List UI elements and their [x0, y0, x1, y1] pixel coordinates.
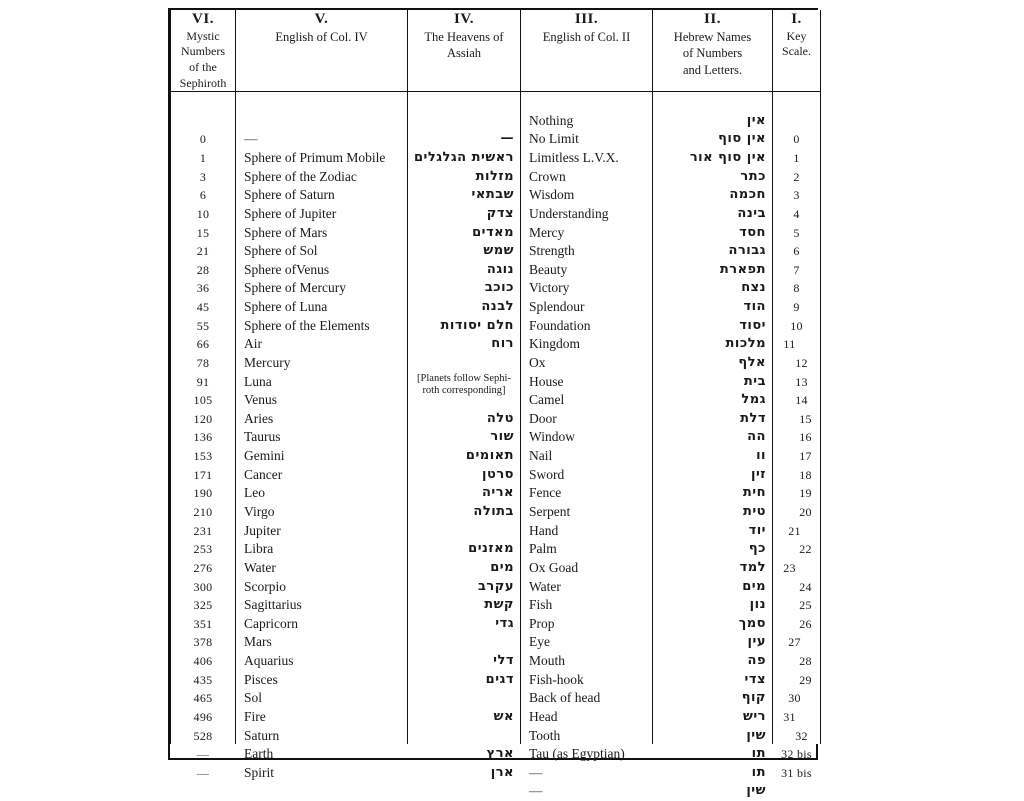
english-col4-value: Cancer: [244, 466, 283, 482]
heavens-assiah-value: גדי: [495, 615, 514, 631]
heavens-assiah-value: שור: [490, 429, 514, 445]
hebrew-name-value: יוד: [748, 522, 766, 538]
english-col2-value: —: [529, 783, 543, 799]
key-scale-value: 28: [799, 654, 812, 669]
mystic-number-value: 325: [193, 598, 213, 613]
hebrew-name-value: אין סוף: [718, 131, 766, 147]
english-col4-value: Scorpio: [244, 578, 286, 594]
english-col2-value: Splendour: [529, 299, 585, 315]
english-col2-value: Strength: [529, 243, 575, 259]
mystic-number-value: 253: [193, 542, 213, 557]
mystic-number-value: 465: [193, 691, 213, 706]
english-col4-value: Spirit: [244, 764, 275, 780]
column-english-of-col-iv: [236, 92, 407, 780]
key-scale-value: 31: [783, 709, 796, 724]
english-col4-value: Sphere of Primum Mobile: [244, 150, 386, 165]
column-numeral-i: I.: [791, 11, 802, 27]
english-col4-value: —: [244, 131, 258, 147]
hebrew-name-value: מלכות: [725, 336, 766, 352]
column-numeral-ii: II.: [704, 11, 721, 27]
key-scale-value: 16: [799, 430, 812, 445]
key-scale-value: 25: [799, 598, 812, 613]
hebrew-name-value: צדי: [744, 671, 766, 687]
mystic-number-value: 78: [196, 355, 210, 370]
english-col2-value: Back of head: [529, 690, 601, 706]
mystic-number-value: 15: [196, 225, 210, 240]
heavens-assiah-value: ראשית הגלגלים: [413, 150, 514, 165]
column-numeral-iii: III.: [574, 11, 599, 27]
english-col2-value: Door: [529, 410, 557, 426]
english-col4-value: Sagittarius: [244, 597, 302, 613]
english-col4-value: Sphere of the Elements: [244, 317, 370, 333]
heavens-assiah-value: עקרב: [478, 578, 514, 594]
column-numeral-v: V.: [314, 11, 329, 27]
column-header-i: [773, 10, 821, 92]
english-col2-value: Kingdom: [529, 336, 581, 352]
english-col2-value: House: [529, 373, 564, 389]
mystic-number-value: 66: [196, 337, 210, 352]
mystic-number-value: 496: [193, 709, 213, 724]
english-col2-value: Camel: [529, 392, 565, 408]
english-col2-value: Mouth: [529, 653, 566, 669]
heavens-assiah-value: אריה: [481, 485, 514, 501]
english-col2-value: Nothing: [529, 112, 574, 128]
heavens-assiah-value: שבתאי: [471, 187, 514, 203]
key-scale-value: 15: [799, 411, 812, 426]
key-scale-value: 22: [799, 542, 812, 557]
key-scale-value: 17: [799, 449, 812, 464]
key-scale-value: 12: [795, 355, 808, 370]
liber-777-table: [168, 8, 818, 799]
column-header-vi: [171, 10, 236, 92]
column-header-v: [236, 10, 408, 92]
mystic-number-value: 406: [193, 654, 213, 669]
english-col4-value: Fire: [244, 708, 266, 724]
column-english-of-col-ii: [521, 92, 652, 799]
english-col4-value: Mars: [244, 634, 272, 650]
hebrew-name-value: עין: [747, 634, 766, 650]
english-col2-value: Wisdom: [529, 187, 575, 203]
english-col4-value: Capricorn: [244, 615, 298, 631]
english-col2-value: No Limit: [529, 131, 579, 147]
english-col2-value: Ox Goad: [529, 559, 579, 575]
key-scale-value: 30: [788, 691, 801, 706]
heavens-assiah-value: לבנה: [481, 299, 514, 315]
mystic-number-value: 300: [193, 579, 213, 594]
hebrew-name-value: בית: [743, 373, 766, 389]
key-scale-value: 5: [793, 225, 800, 240]
key-scale-value: 8: [793, 281, 800, 296]
key-scale-value: 14: [795, 393, 808, 408]
heavens-assiah-value: דגים: [485, 671, 514, 687]
cell-english-col4: [236, 92, 408, 780]
cell-english-col2: [521, 92, 653, 799]
key-scale-value: 13: [795, 374, 808, 389]
mystic-number-value: 276: [193, 560, 213, 575]
heavens-assiah-value: ארן: [490, 764, 514, 780]
english-col2-value: Tau (as Egyptian): [529, 746, 625, 762]
column-subtitle-vi-line1: Mystic: [186, 28, 220, 43]
hebrew-name-value: הה: [747, 429, 766, 445]
key-scale-value: 24: [799, 579, 812, 594]
mystic-number-value: 3: [199, 169, 207, 184]
english-col2-value: Window: [529, 429, 575, 445]
header-row: [171, 10, 821, 92]
english-col4-value: Venus: [244, 392, 277, 408]
mystic-number-value: 528: [193, 728, 213, 743]
english-col2-value: Limitless L.V.X.: [529, 150, 619, 165]
column-header-iii: [521, 10, 653, 92]
heavens-assiah-value: סרטן: [482, 466, 514, 482]
cell-hebrew-names: [653, 92, 773, 799]
hebrew-name-value: נצח: [741, 280, 766, 296]
column-subtitle-v: English of Col. IV: [275, 29, 368, 44]
mystic-number-value: —: [196, 765, 210, 780]
heavens-assiah-value: נוגה: [486, 261, 514, 277]
english-col4-value: Sphere ofVenus: [244, 261, 330, 277]
table-body: [171, 92, 821, 799]
hebrew-name-value: תפארת: [719, 261, 766, 277]
english-col2-value: Crown: [529, 168, 566, 184]
column-header-ii: [653, 10, 773, 92]
english-col4-value: Mercury: [244, 354, 291, 370]
english-col4-value: Saturn: [244, 727, 280, 743]
key-scale-value: 26: [799, 616, 812, 631]
english-col2-value: Water: [529, 578, 561, 594]
heavens-assiah-value: תאומים: [465, 448, 514, 464]
hebrew-name-value: סמך: [738, 615, 766, 631]
cell-heavens-assiah: [408, 92, 521, 780]
heavens-assiah-value: בתולה: [473, 503, 514, 519]
english-col4-value: Sphere of Mercury: [244, 280, 346, 296]
key-scale-value: 1: [793, 151, 800, 165]
english-col2-value: Ox: [529, 354, 546, 370]
mystic-number-value: 210: [193, 504, 213, 519]
hebrew-name-value: שין: [746, 727, 766, 743]
english-col4-value: Virgo: [244, 503, 275, 519]
column-subtitle-vi-line4: Sephiroth: [179, 75, 227, 90]
mystic-number-value: 45: [196, 300, 210, 315]
mystic-number-value: 105: [193, 393, 213, 408]
mystic-number-value: 6: [199, 188, 207, 203]
mystic-number-value: 378: [193, 635, 213, 650]
hebrew-name-value: תו: [751, 764, 766, 780]
key-scale-value: 32 bis: [781, 747, 812, 762]
column-subtitle-i-line2: Scale.: [782, 44, 811, 59]
key-scale-value: 23: [783, 560, 796, 575]
english-col2-value: Foundation: [529, 317, 591, 333]
planets-follow-note: [408, 373, 520, 401]
key-scale-value: 11: [783, 337, 796, 352]
english-col4-value: Libra: [244, 541, 274, 557]
column-subtitle-ii-line2: of Numbers: [682, 46, 743, 61]
hebrew-name-value: מים: [742, 578, 766, 594]
english-col2-value: Fence: [529, 485, 562, 501]
hebrew-name-value: פה: [747, 653, 766, 669]
table-header: [171, 10, 821, 92]
english-col2-value: Nail: [529, 448, 553, 464]
english-col2-value: Tooth: [529, 727, 561, 743]
key-scale-value: 0: [793, 132, 800, 147]
english-col2-value: Fish-hook: [529, 671, 584, 687]
mystic-number-value: 10: [196, 206, 210, 221]
column-header-iv: [408, 10, 521, 92]
hebrew-name-value: קוף: [741, 690, 766, 706]
hebrew-name-value: כתר: [740, 168, 766, 184]
mystic-number-value: 351: [193, 616, 213, 631]
column-subtitle-vi-line3: of the: [189, 59, 217, 74]
column-key-scale: [773, 92, 820, 780]
hebrew-name-value: למד: [739, 559, 766, 575]
english-col2-value: Eye: [529, 634, 550, 650]
hebrew-name-value: זין: [751, 466, 766, 482]
key-scale-value: 21: [788, 523, 801, 538]
hebrew-name-value: בינה: [737, 205, 766, 221]
english-col4-value: Gemini: [244, 448, 285, 464]
mystic-number-value: 28: [196, 262, 210, 277]
mystic-number-value: 435: [193, 672, 213, 687]
hebrew-name-value: נון: [749, 597, 766, 613]
column-subtitle-i-line1: Key: [786, 28, 807, 43]
heavens-assiah-value: רוח: [491, 336, 514, 352]
heavens-assiah-value: שמש: [483, 243, 514, 259]
key-scale-value: 3: [793, 188, 800, 203]
column-subtitle-ii-line3: and Letters.: [682, 62, 742, 77]
mystic-number-value: 231: [193, 523, 213, 538]
planets-follow-note-line1: [Planets follow Sephi-: [417, 372, 511, 384]
table-data-row: [171, 92, 821, 745]
english-col4-value: Taurus: [244, 429, 281, 445]
english-col2-value: Mercy: [529, 224, 565, 240]
column-subtitle-vi-line2: Numbers: [181, 44, 225, 59]
english-col2-value: Victory: [529, 280, 570, 296]
hebrew-name-value: וו: [756, 448, 766, 464]
hebrew-name-value: הוד: [743, 299, 766, 315]
heavens-assiah-value: חלם יסודות: [440, 317, 514, 333]
hebrew-name-value: דלת: [740, 410, 766, 426]
key-scale-value: 32: [795, 728, 808, 743]
english-col4-value: Luna: [244, 373, 272, 389]
english-col4-value: Leo: [244, 485, 265, 501]
english-col4-value: Earth: [244, 746, 274, 762]
hebrew-name-value: ריש: [742, 708, 766, 724]
hebrew-name-value: חכמה: [729, 187, 766, 203]
cell-key-scale: [773, 92, 821, 780]
english-col4-value: Sphere of Luna: [244, 299, 328, 315]
english-col4-value: Jupiter: [244, 522, 281, 538]
english-col4-value: Pisces: [244, 671, 278, 687]
mystic-number-value: 153: [193, 449, 213, 464]
mystic-number-value: —: [196, 747, 210, 762]
planets-follow-note-line2: roth corresponding]: [422, 385, 506, 397]
key-scale-value: 31 bis: [781, 765, 812, 780]
english-col2-value: Head: [529, 708, 558, 724]
key-scale-value: 2: [793, 169, 800, 184]
english-col2-value: Serpent: [529, 503, 571, 519]
column-numeral-vi: VI.: [192, 11, 214, 27]
hebrew-name-value: חסד: [739, 224, 766, 240]
english-col2-value: Prop: [529, 615, 555, 631]
heavens-assiah-value: צדק: [486, 205, 514, 221]
hebrew-name-value: אלף: [738, 354, 766, 370]
key-scale-value: 4: [793, 206, 800, 221]
hebrew-name-value: יסוד: [739, 317, 766, 333]
english-col4-value: Aquarius: [244, 653, 294, 669]
column-subtitle-ii-line1: Hebrew Names: [673, 29, 752, 44]
key-scale-value: 20: [799, 504, 812, 519]
key-scale-value: 6: [793, 244, 800, 259]
key-scale-value: 19: [799, 486, 812, 501]
key-scale-value: 27: [788, 635, 801, 650]
hebrew-name-value: שין: [746, 783, 766, 799]
heavens-assiah-value: דלי: [493, 653, 514, 669]
column-heavens-of-assiah: [408, 92, 520, 780]
english-col4-value: Aries: [244, 410, 274, 426]
heavens-assiah-value: —: [500, 131, 514, 147]
english-col2-value: Palm: [529, 541, 557, 557]
english-col4-value: Sphere of the Zodiac: [244, 168, 357, 184]
heavens-assiah-value: ארץ: [486, 746, 514, 762]
key-scale-value: 29: [799, 672, 812, 687]
english-col4-value: Water: [244, 559, 276, 575]
hebrew-name-value: חית: [742, 485, 766, 501]
column-mystic-numbers: [171, 92, 235, 780]
correspondence-table: [170, 10, 821, 799]
key-scale-value: 7: [793, 262, 800, 277]
hebrew-name-value: גמל: [741, 392, 766, 408]
mystic-number-value: 0: [199, 132, 207, 147]
hebrew-name-value: אין סוף אור: [689, 150, 766, 165]
mystic-number-value: 171: [193, 467, 213, 482]
mystic-number-value: 190: [193, 486, 213, 501]
hebrew-name-value: טית: [742, 503, 766, 519]
column-numeral-iv: IV.: [454, 11, 474, 27]
column-subtitle-iii: English of Col. II: [542, 29, 631, 44]
hebrew-name-value: אין: [746, 112, 766, 128]
english-col4-value: Sphere of Sol: [244, 243, 318, 259]
heavens-assiah-value: מזלות: [475, 168, 514, 184]
mystic-number-value: 91: [196, 374, 210, 389]
english-col2-value: Understanding: [529, 205, 609, 221]
key-scale-value: 18: [799, 467, 812, 482]
english-col4-value: Sol: [244, 690, 263, 706]
key-scale-value: 10: [790, 318, 803, 333]
heavens-assiah-value: מאדים: [472, 224, 514, 240]
english-col2-value: Fish: [529, 597, 553, 613]
heavens-assiah-value: מים: [490, 559, 514, 575]
mystic-number-value: 1: [199, 151, 207, 165]
column-subtitle-iv-line2: Assiah: [446, 46, 482, 61]
heavens-assiah-value: מאזנים: [468, 541, 514, 557]
mystic-number-value: 21: [196, 244, 210, 259]
english-col4-value: Sphere of Saturn: [244, 187, 335, 203]
heavens-assiah-value: טלה: [486, 410, 514, 426]
mystic-number-value: 55: [196, 318, 210, 333]
hebrew-name-value: תו: [751, 746, 766, 762]
mystic-number-value: 136: [193, 430, 213, 445]
english-col4-value: Sphere of Mars: [244, 224, 328, 240]
english-col2-value: —: [529, 764, 543, 780]
cell-mystic-numbers: [171, 92, 236, 780]
english-col2-value: Beauty: [529, 261, 568, 277]
english-col4-value: Air: [244, 336, 262, 352]
english-col4-value: Sphere of Jupiter: [244, 205, 337, 221]
heavens-assiah-value: אש: [493, 708, 514, 724]
hebrew-name-value: כף: [748, 541, 766, 557]
column-subtitle-iv-line1: The Heavens of: [424, 29, 504, 44]
english-col2-value: Hand: [529, 522, 559, 538]
english-col2-value: Sword: [529, 466, 565, 482]
mystic-number-value: 36: [196, 281, 210, 296]
key-scale-value: 9: [793, 300, 800, 315]
heavens-assiah-value: כוכב: [484, 280, 514, 296]
mystic-number-value: 120: [193, 411, 213, 426]
column-hebrew-names: [653, 92, 772, 799]
hebrew-name-value: גבורה: [728, 243, 766, 259]
heavens-assiah-value: קשת: [484, 597, 514, 613]
